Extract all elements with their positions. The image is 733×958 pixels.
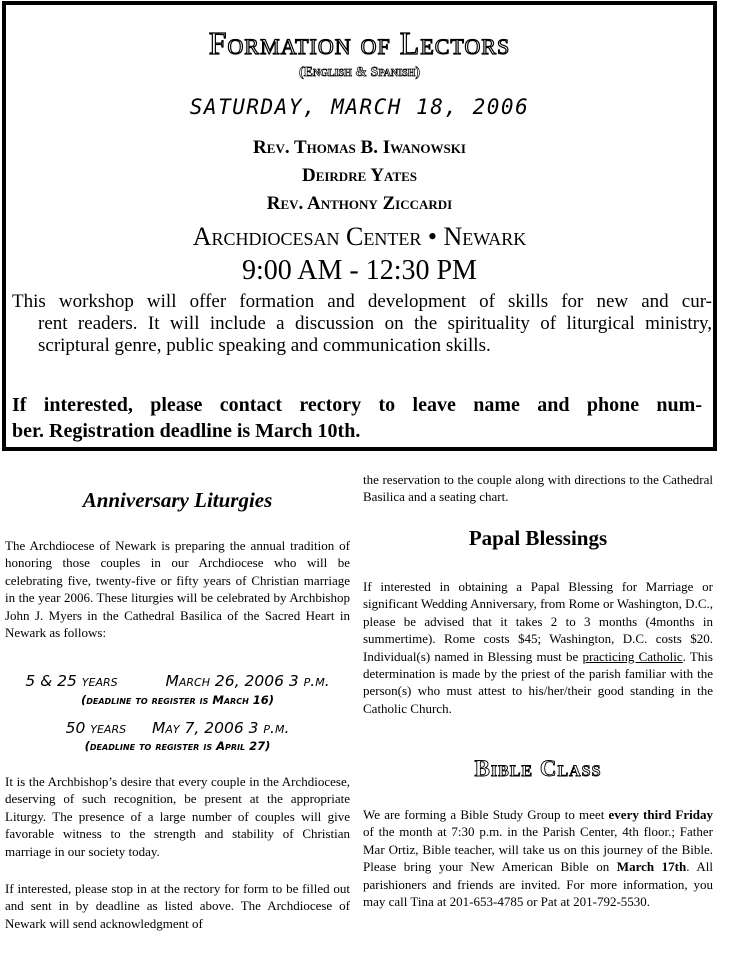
banner-subtitle: (English & Spanish)	[298, 65, 421, 80]
papal-paragraph	[363, 578, 713, 717]
bible-text-part: of the month at 7:30 p.m. in the Parish Center, 4th floor.; Father Mar Ortiz, Bible teacher, will take us on this journey of the Bible. Please bring your New American Bible on	[363, 824, 713, 875]
papal-underlined: practicing Catholic	[582, 648, 683, 664]
workshop-description	[12, 291, 712, 357]
bible-bold: March 17th	[616, 859, 687, 875]
papal-text	[363, 578, 713, 717]
registration-notice	[12, 392, 702, 444]
papal-text-part: . This determination is made by the priest of the parish familiar with the person(s) who must attest to his/her/their good standing in the Catholic Church.	[363, 648, 713, 716]
schedule-deadline: (deadline to register is April 27)	[84, 739, 271, 753]
anniversary-desire	[5, 773, 350, 860]
banner-title: Formation of Lectors	[208, 25, 511, 61]
presenter-name: Rev. Thomas B. Iwanowski	[253, 137, 466, 158]
schedule-when: March 26, 2006 3 p.m.	[165, 672, 330, 690]
bible-paragraph	[363, 806, 713, 910]
anniversary-form	[5, 880, 350, 932]
description-line: This workshop will offer formation and development of skills for new and cur-	[12, 291, 712, 312]
schedule-years: 5 & 25 years	[25, 672, 118, 690]
banner-location: Archdiocesan Center • Newark	[192, 222, 527, 251]
lector-formation-banner	[2, 1, 717, 451]
papal-heading: Papal Blessings	[468, 526, 608, 550]
schedule-when: May 7, 2006 3 p.m.	[151, 719, 290, 737]
bible-text-part: . All parishioners and friends are invited. For more information, you may call Tina at 201-653-4785 or Pat at 201-792-5530.	[363, 859, 713, 910]
banner-date: SATURDAY, MARCH 18, 2006	[189, 95, 530, 119]
anniversary-intro	[5, 537, 350, 641]
presenter-name: Rev. Anthony Ziccardi	[266, 193, 453, 214]
schedule-row	[5, 672, 350, 690]
bible-bold: every third Friday	[608, 807, 713, 822]
anniversary-continuation-text: the reservation to the couple along with directions to the Cathedral Basilica and a seating chart.	[363, 472, 713, 505]
schedule-years: 50 years	[65, 719, 127, 737]
schedule-deadline: (deadline to register is March 16)	[80, 693, 275, 707]
bible-text-part: We are forming a Bible Study Group to meet	[363, 807, 609, 822]
banner-time: 9:00 AM - 12:30 PM	[242, 255, 477, 286]
schedule-row	[5, 719, 350, 737]
bible-text	[363, 806, 713, 910]
anniversary-intro-text: The Archdiocese of Newark is preparing the annual tradition of honoring those couples in our Archdiocese who will be celebrating five, twenty-five or fifty years of Christian marriage in the year 2006. These liturgies will be celebrated by Archbishop John J. Myers in the Cathedral Basilica of the Sacred Heart in Newark as follows:	[5, 538, 350, 641]
anniversary-desire-text: It is the Archbishop’s desire that every couple in the Archdiocese, deserving of such recognition, be present at the appropriate Liturgy. The presence of a large number of couples will give favorable witness to the strength and stability of Christian marriage in our society today.	[5, 774, 350, 859]
description-line: rent readers. It will include a discussion on the spirituality of liturgical ministry, scriptural genre, public speaking and communication skills.	[38, 313, 712, 356]
anniversary-heading: Anniversary Liturgies	[82, 488, 273, 512]
anniversary-continuation	[363, 471, 713, 506]
anniversary-form-text: If interested, please stop in at the rectory for form to be filled out and sent in by deadline as listed above. The Archdiocese of Newark will send acknowledgment of	[5, 881, 350, 931]
contact-line: If interested, please contact rectory to leave name and phone num-	[12, 394, 702, 416]
contact-line: ber. Registration deadline is March 10th.	[12, 420, 361, 442]
bible-heading: Bible Class	[474, 756, 602, 781]
papal-text-part: If interested in obtaining a Papal Blessing for Marriage or significant Wedding Anniversary, from Rome or Washington, D.C., please be advised that it takes 2 to 3 months (4months in summertime). Rome costs $45; Washington, D.C. costs $20. Individual(s) named in Blessing must be	[363, 579, 713, 664]
presenter-name: Deirdre Yates	[301, 165, 418, 186]
